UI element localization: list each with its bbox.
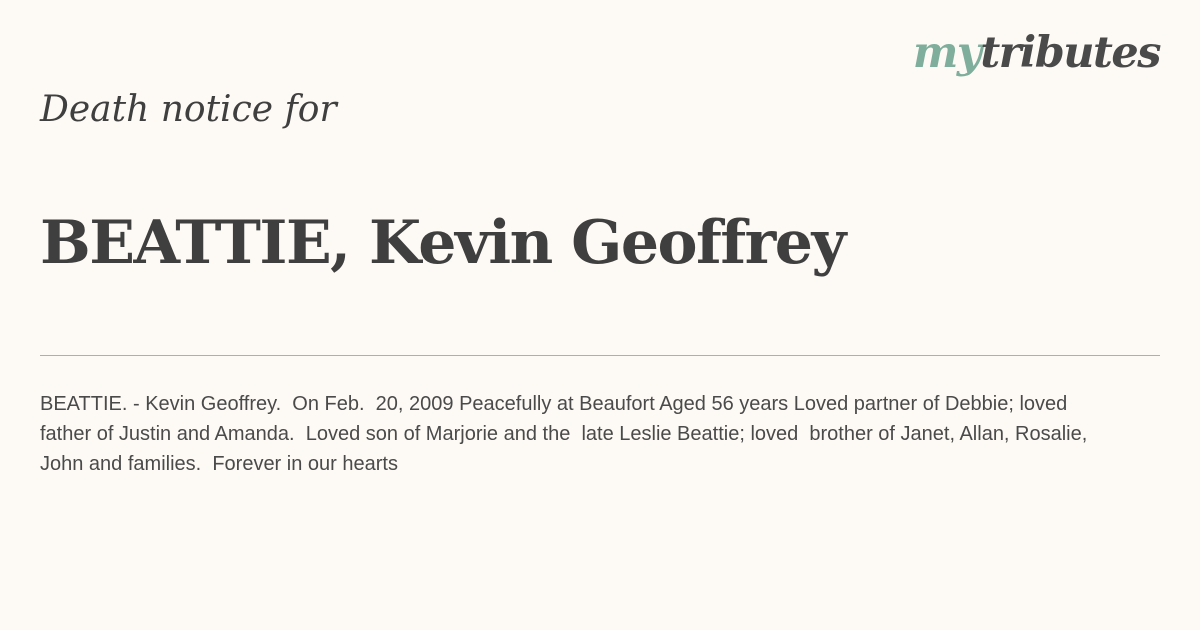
logo-my-text: my <box>912 28 981 78</box>
deceased-name-heading: BEATTIE, Kevin Geoffrey <box>40 208 845 278</box>
death-notice-label: Death notice for <box>40 89 337 130</box>
section-divider <box>40 355 1160 356</box>
logo-tributes-text: tributes <box>980 28 1160 78</box>
notice-body-text: BEATTIE. - Kevin Geoffrey. On Feb. 20, 2009 Peacefully at Beaufort Aged 56 years Loved partner of Debbie; loved father of Justin and Amanda. Loved son of Marjorie and the late Leslie Beattie; loved brother of Janet, Allan, Rosalie, John and families. Forever in our hearts <box>40 393 1099 475</box>
mytributes-logo[interactable] <box>912 28 1160 78</box>
